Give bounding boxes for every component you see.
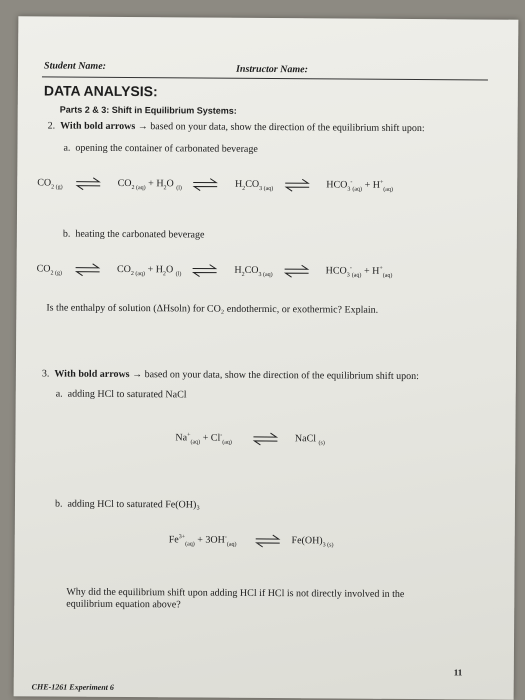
equilibrium-arrows-icon[interactable] [75,177,101,191]
eq-co2-gas: $CO_{2 (g)}$ [37,177,63,191]
q3-number: 3. [41,368,50,380]
q3a-text: adding HCl to saturated NaCl [67,388,187,401]
eq-co2-aq-water: $CO_{2 (aq)} + H_2O$ $_{(l)}$ [116,264,182,278]
eq-na-cl-ions: $Na^+_{(aq)} + Cl^-_{(aq)}$ [175,432,232,447]
eq-nacl-solid: NaCl $_{(s)}$ [294,433,325,447]
footer-course: CHE-1261 Experiment 6 [31,682,114,692]
equation-carbonation-1 [37,176,393,193]
equilibrium-arrows-icon[interactable] [252,432,278,446]
eq-co2-aq-water: $CO_{2 (aq)} + H_2O$ $_{(l)}$ [117,178,182,192]
q2b-item [63,229,205,241]
q3-bold-text: With bold arrows [54,368,130,381]
q2a-item [63,143,257,155]
q2-arrow-glyph: → [137,121,148,133]
equilibrium-arrows-icon[interactable] [192,177,218,191]
equilibrium-arrows-icon[interactable] [192,263,218,277]
q2-bold-text: With bold arrows [60,120,136,133]
q3-arrow-glyph: → [132,369,143,381]
q3-question-line2: equilibrium equation above? [66,598,181,611]
student-name-label: Student Name: [43,60,107,72]
equation-carbonation-2 [37,262,393,279]
equation-feoh3 [169,533,334,548]
eq-h2co3: $H_2CO_{3 (aq)}$ [234,179,274,193]
eq-fe-oh-ions: $Fe^{3+}_{(aq)} + 3OH^-_{(aq)}$ [168,534,237,549]
equation-nacl [175,431,325,446]
q3-prompt [42,368,419,382]
q2-prompt-rest: based on your data, show the direction of the equilibrium shift upon: [147,121,425,135]
q3b-label: b. [54,498,63,510]
q3a-item [56,389,187,401]
eq-feoh3-solid: $Fe(OH)_{3 (s)}$ [291,535,334,549]
q3b-item [55,499,200,511]
q3a-label: a. [55,388,63,400]
eq-hco3-h: $HCO_3^-_{(aq)} + H^+_{(aq)}$ [326,179,394,194]
section-title: DATA ANALYSIS: [43,82,158,100]
q3-prompt-rest: based on your data, show the direction of the equilibrium shift upon: [142,369,420,383]
q2b-label: b. [62,228,71,240]
q2b-text: heating the carbonated beverage [75,228,205,241]
equilibrium-arrows-icon[interactable] [284,178,310,192]
q3-question-line1: Why did the equilibrium shift upon adding HCl if HCl is not directly involved in the [66,586,405,600]
eq-co2-gas: $CO_{2 (g)}$ [36,263,63,277]
header-rule [42,76,488,80]
eq-hco3-h: $HCO_3^-_{(aq)} + H^+_{(aq)}$ [325,265,393,280]
equilibrium-arrows-icon[interactable] [255,534,281,548]
q2-enthalpy-question: Is the enthalpy of solution (ΔHsoln) for CO₂ endothermic, or exothermic? Explain. [46,302,379,316]
q2-number: 2. [47,120,56,132]
q2a-text: opening the container of carbonated beverage [75,142,258,155]
instructor-name-label: Instructor Name: [235,63,309,76]
equilibrium-arrows-icon[interactable] [283,264,309,278]
page-number: 11 [453,667,463,678]
eq-h2co3: $H_2CO_{3 (aq)}$ [234,265,273,279]
q3b-text: adding HCl to saturated Fe(OH)₃ [67,498,200,511]
section-subtitle: Parts 2 & 3: Shift in Equilibrium Systems: [59,104,237,116]
q2a-label: a. [63,142,71,154]
equilibrium-arrows-icon[interactable] [74,263,100,277]
worksheet-page [14,16,519,699]
q2-prompt [48,120,425,134]
